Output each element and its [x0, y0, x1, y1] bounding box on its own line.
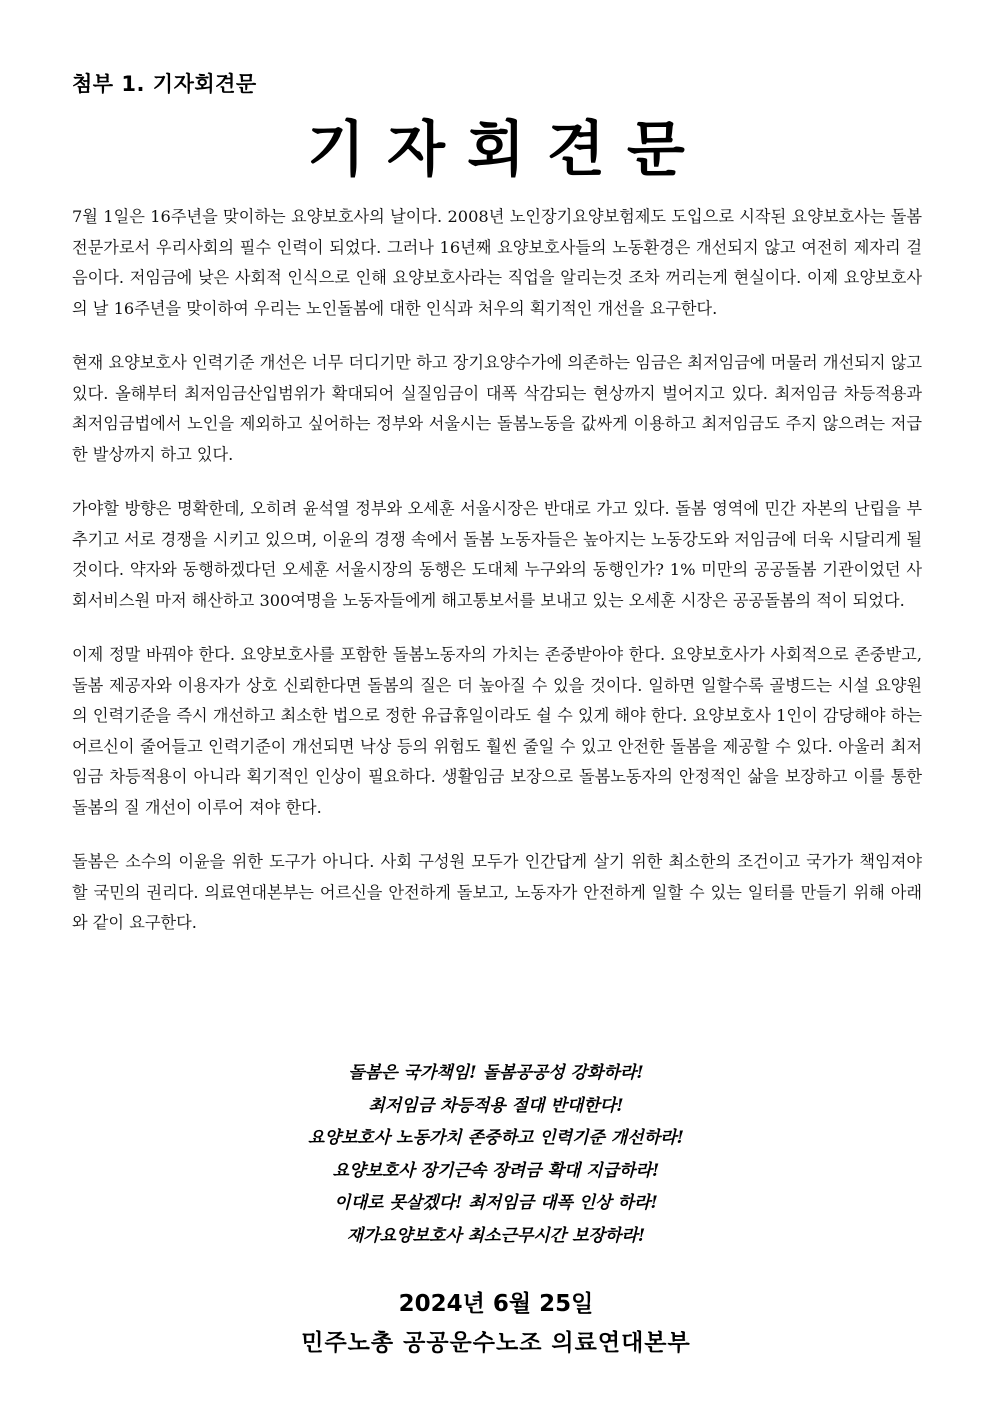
paragraph-4: 이제 정말 바꿔야 한다. 요양보호사를 포함한 돌봄노동자의 가치는 존중받아야 한다. 요양보호사가 사회적으로 존중받고, 돌봄 제공자와 이용자가 상호 신뢰한다면 돌봄의 질은 더 높아질 수 있을 것이다. 일하면 일할수록 골병드는 시설 요양원의 인력기준을 즉시 개선하고 최소한 법으로 정한 유급휴일이라도 쉴 수 있게 해야 한다. 요양보호사 1인이 감당해야 하는 어르신이 줄어들고 인력기준이 개선되면 낙상 등의 위험도 훨씬 줄일 수 있고 안전한 돌봄을 제공할 수 있다. 아울러 최저임금 차등적용이 아니라 획기적인 인상이 필요하다. 생활임금 보장으로 돌봄노동자의 안정적인 삶을 보장하고 이를 통한 돌봄의 질 개선이 이루어 져야 한다.: [72, 645, 922, 817]
paragraph-5: 돌봄은 소수의 이윤을 위한 도구가 아니다. 사회 구성원 모두가 인간답게 살기 위한 최소한의 조건이고 국가가 책임져야 할 국민의 권리다. 의료연대본부는 어르신을 안전하게 돌보고, 노동자가 안전하게 일할 수 있는 일터를 만들기 위해 아래와 같이 요구한다.: [72, 852, 922, 932]
demand-item: 최저임금 차등적용 절대 반대한다!: [368, 1095, 624, 1116]
demand-item: 이대로 못살겠다! 최저임금 대폭 인상 하라!: [334, 1193, 658, 1213]
organization-name: 민주노총 공공운수노조 의료연대본부: [301, 1330, 691, 1356]
paragraph-2: 현재 요양보호사 인력기준 개선은 너무 더디기만 하고 장기요양수가에 의존하는 임금은 최저임금에 머물러 개선되지 않고 있다. 올해부터 최저임금산입범위가 확대되어 실질임금이 대폭 삭감되는 현상까지 벌어지고 있다. 최저임금 차등적용과 최저임금법에서 노인을 제외하고 싶어하는 정부와 서울시는 돌봄노동을 값싸게 이용하고 최저임금도 주지 않으려는 저급한 발상까지 하고 있다.: [72, 353, 922, 464]
demand-item: 돌봄은 국가책임! 돌봄공공성 강화하라!: [348, 1063, 644, 1083]
statement-body: [72, 202, 922, 963]
demand-item: 요양보호사 노동가치 존중하고 인력기준 개선하라!: [308, 1128, 684, 1148]
demands-list: [0, 1057, 992, 1252]
paragraph-3: 가야할 방향은 명확한데, 오히려 윤석열 정부와 오세훈 서울시장은 반대로 가고 있다. 돌봄 영역에 민간 자본의 난립을 부추기고 서로 경쟁을 시키고 있으며, 이윤의 경쟁 속에서 돌봄 노동자들은 높아지는 노동강도와 저임금에 더욱 시달리게 될 것이다. 약자와 동행하겠다던 오세훈 서울시장의 동행은 도대체 누구와의 동행인가? 1% 미만의 공공돌봄 기관이었던 사회서비스원 마저 해산하고 300여명을 노동자들에게 해고통보서를 보내고 있는 오세훈 시장은 공공돌봄의 적이 되었다.: [72, 499, 922, 610]
statement-date: 2024년 6월 25일: [398, 1291, 594, 1317]
demand-item: 요양보호사 장기근속 장려금 확대 지급하라!: [332, 1160, 660, 1181]
paragraph-1: 7월 1일은 16주년을 맞이하는 요양보호사의 날이다. 2008년 노인장기요양보험제도 도입으로 시작된 요양보호사는 돌봄전문가로서 우리사회의 필수 인력이 되었다. 그러나 16년째 요양보호사들의 노동환경은 개선되지 않고 여전히 제자리 걸음이다. 저임금에 낮은 사회적 인식으로 인해 요양보호사라는 직업을 알리는것 조차 꺼리는게 현실이다. 이제 요양보호사의 날 16주년을 맞이하여 우리는 노인돌봄에 대한 인식과 처우의 획기적인 개선을 요구한다.: [72, 207, 922, 318]
demand-item: 재가요양보호사 최소근무시간 보장하라!: [346, 1225, 646, 1246]
document-title: 기자회견문: [307, 115, 707, 185]
attachment-label: 첨부 1. 기자회견문: [72, 72, 257, 96]
